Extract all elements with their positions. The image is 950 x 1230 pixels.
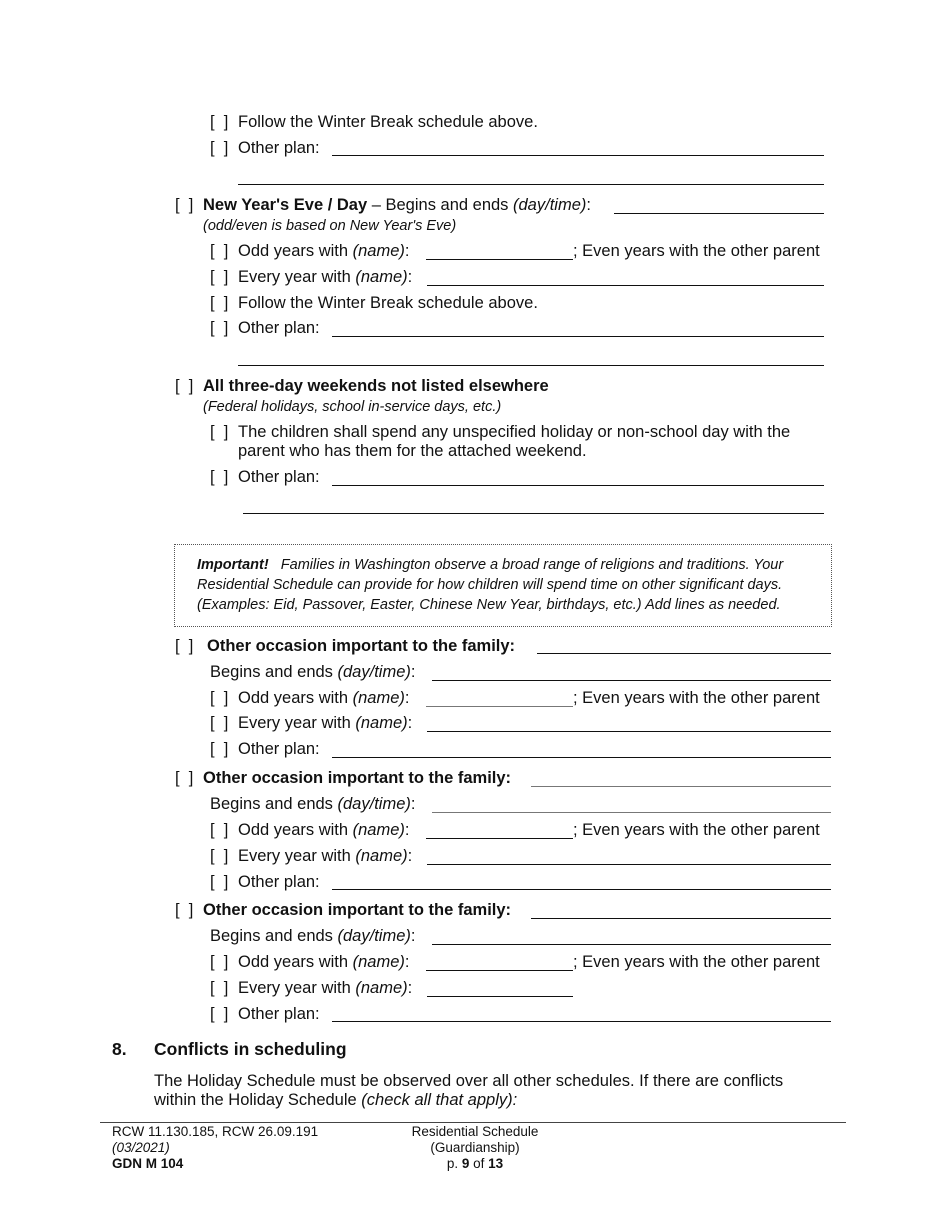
- footer-title: Residential Schedule: [411, 1124, 539, 1139]
- important-lead: Important!: [197, 557, 269, 573]
- checkbox[interactable]: [ ]: [210, 979, 229, 997]
- checkbox[interactable]: [ ]: [210, 242, 229, 260]
- other-plan-field-line2[interactable]: [238, 365, 824, 366]
- colon: :: [586, 196, 591, 214]
- checkbox[interactable]: [ ]: [175, 377, 194, 395]
- occasion-title: Other occasion important to the family:: [207, 637, 516, 655]
- every-year-name-field[interactable]: [427, 285, 824, 286]
- occasion-name-field[interactable]: [531, 918, 831, 919]
- checkbox[interactable]: [ ]: [210, 714, 229, 732]
- every-year-label: Every year with (name):: [238, 847, 413, 865]
- odd-years-label: Odd years with (name):: [238, 242, 410, 260]
- even-years-text: ; Even years with the other parent: [573, 953, 820, 971]
- occasion-title: Other occasion important to the family:: [203, 769, 512, 787]
- odd-years-name-field[interactable]: [426, 838, 573, 839]
- other-plan-label: Other plan:: [238, 740, 320, 758]
- other-plan-field[interactable]: [332, 336, 824, 337]
- begins-ends-label: Begins and ends (day/time):: [210, 663, 416, 681]
- checkbox[interactable]: [ ]: [210, 821, 229, 839]
- checkbox[interactable]: [ ]: [210, 294, 229, 312]
- unspecified-holiday-line2: parent who has them for the attached weekend.: [238, 442, 587, 460]
- begins-text: – Begins and ends: [367, 196, 514, 214]
- checkbox[interactable]: [ ]: [210, 113, 229, 131]
- odd-years-label: Odd years with (name):: [238, 821, 410, 839]
- section-body-line2: within the Holiday Schedule (check all that apply):: [154, 1091, 518, 1109]
- begins-ends-label: Begins and ends (day/time):: [210, 795, 416, 813]
- checkbox[interactable]: [ ]: [210, 1005, 229, 1023]
- even-years-text: ; Even years with the other parent: [573, 242, 820, 260]
- other-plan-field[interactable]: [332, 155, 824, 156]
- checkbox[interactable]: [ ]: [175, 196, 194, 214]
- checkbox[interactable]: [ ]: [175, 901, 194, 919]
- checkbox[interactable]: [ ]: [210, 689, 229, 707]
- footer-form-number: GDN M 104: [112, 1156, 184, 1171]
- section-title: Conflicts in scheduling: [154, 1039, 347, 1059]
- new-years-heading: [203, 195, 591, 215]
- odd-years-name-field[interactable]: [426, 259, 573, 260]
- even-years-text: ; Even years with the other parent: [573, 821, 820, 839]
- footer-divider: [100, 1122, 846, 1123]
- every-year-label: Every year with (name):: [238, 979, 413, 997]
- other-plan-field[interactable]: [332, 757, 831, 758]
- footer-page-number: p. 9 of 13: [446, 1156, 504, 1171]
- section-number: 8.: [112, 1039, 127, 1059]
- important-line1: Important! Families in Washington observe a broad range of religions and traditions. Your: [197, 557, 784, 573]
- three-day-note: (Federal holidays, school in-service days, etc.): [203, 399, 502, 415]
- begins-ends-field[interactable]: [432, 944, 831, 945]
- other-plan-field-line2[interactable]: [243, 513, 824, 514]
- checkbox[interactable]: [ ]: [175, 769, 194, 787]
- day-time-label: (day/time): [513, 196, 587, 214]
- other-plan-label: Other plan:: [238, 319, 320, 337]
- odd-years-label: Odd years with (name):: [238, 953, 410, 971]
- important-line3: (Examples: Eid, Passover, Easter, Chinese New Year, birthdays, etc.) Add lines as needed.: [197, 597, 781, 613]
- every-year-name-field[interactable]: [427, 996, 573, 997]
- every-year-name-field[interactable]: [427, 864, 831, 865]
- begins-ends-field[interactable]: [432, 812, 831, 813]
- follow-winter-label: Follow the Winter Break schedule above.: [238, 113, 538, 131]
- checkbox[interactable]: [ ]: [210, 873, 229, 891]
- every-year-label: Every year with (name):: [238, 714, 413, 732]
- footer-subtitle: (Guardianship): [430, 1140, 520, 1155]
- occasion-name-field[interactable]: [531, 786, 831, 787]
- begins-ends-field[interactable]: [432, 680, 831, 681]
- new-years-daytime-field[interactable]: [614, 213, 824, 214]
- other-plan-label: Other plan:: [238, 139, 320, 157]
- every-year-label: Every year with (name):: [238, 268, 413, 286]
- section-body-line1: The Holiday Schedule must be observed over all other schedules. If there are conflicts: [154, 1072, 784, 1090]
- other-plan-field[interactable]: [332, 889, 831, 890]
- occasion-name-field[interactable]: [537, 653, 831, 654]
- unspecified-holiday-line1: The children shall spend any unspecified holiday or non-school day with the: [238, 423, 791, 441]
- odd-years-name-field[interactable]: [426, 970, 573, 971]
- checkbox[interactable]: [ ]: [210, 139, 229, 157]
- other-plan-field-line2[interactable]: [238, 184, 824, 185]
- new-years-title: New Year's Eve / Day: [203, 196, 368, 214]
- occasion-title: Other occasion important to the family:: [203, 901, 512, 919]
- other-plan-label: Other plan:: [238, 468, 320, 486]
- follow-winter-label: Follow the Winter Break schedule above.: [238, 294, 538, 312]
- other-plan-field[interactable]: [332, 1021, 831, 1022]
- checkbox[interactable]: [ ]: [210, 423, 229, 441]
- checkbox[interactable]: [ ]: [210, 740, 229, 758]
- checkbox[interactable]: [ ]: [210, 847, 229, 865]
- odd-years-name-field[interactable]: [426, 706, 573, 707]
- important-line2: Residential Schedule can provide for how children will spend time on other significant days.: [197, 577, 783, 593]
- even-years-text: ; Even years with the other parent: [573, 689, 820, 707]
- every-year-name-field[interactable]: [427, 731, 831, 732]
- footer-date: (03/2021): [112, 1140, 170, 1155]
- checkbox[interactable]: [ ]: [210, 468, 229, 486]
- new-years-note: (odd/even is based on New Year's Eve): [203, 218, 457, 234]
- odd-years-label: Odd years with (name):: [238, 689, 410, 707]
- checkbox[interactable]: [ ]: [210, 953, 229, 971]
- other-plan-label: Other plan:: [238, 1005, 320, 1023]
- other-plan-label: Other plan:: [238, 873, 320, 891]
- other-plan-field[interactable]: [332, 485, 824, 486]
- three-day-title: All three-day weekends not listed elsewhere: [203, 377, 549, 395]
- begins-ends-label: Begins and ends (day/time):: [210, 927, 416, 945]
- checkbox[interactable]: [ ]: [210, 319, 229, 337]
- checkbox[interactable]: [ ]: [210, 268, 229, 286]
- footer-rcw: RCW 11.130.185, RCW 26.09.191: [112, 1124, 319, 1139]
- checkbox[interactable]: [ ]: [175, 637, 194, 655]
